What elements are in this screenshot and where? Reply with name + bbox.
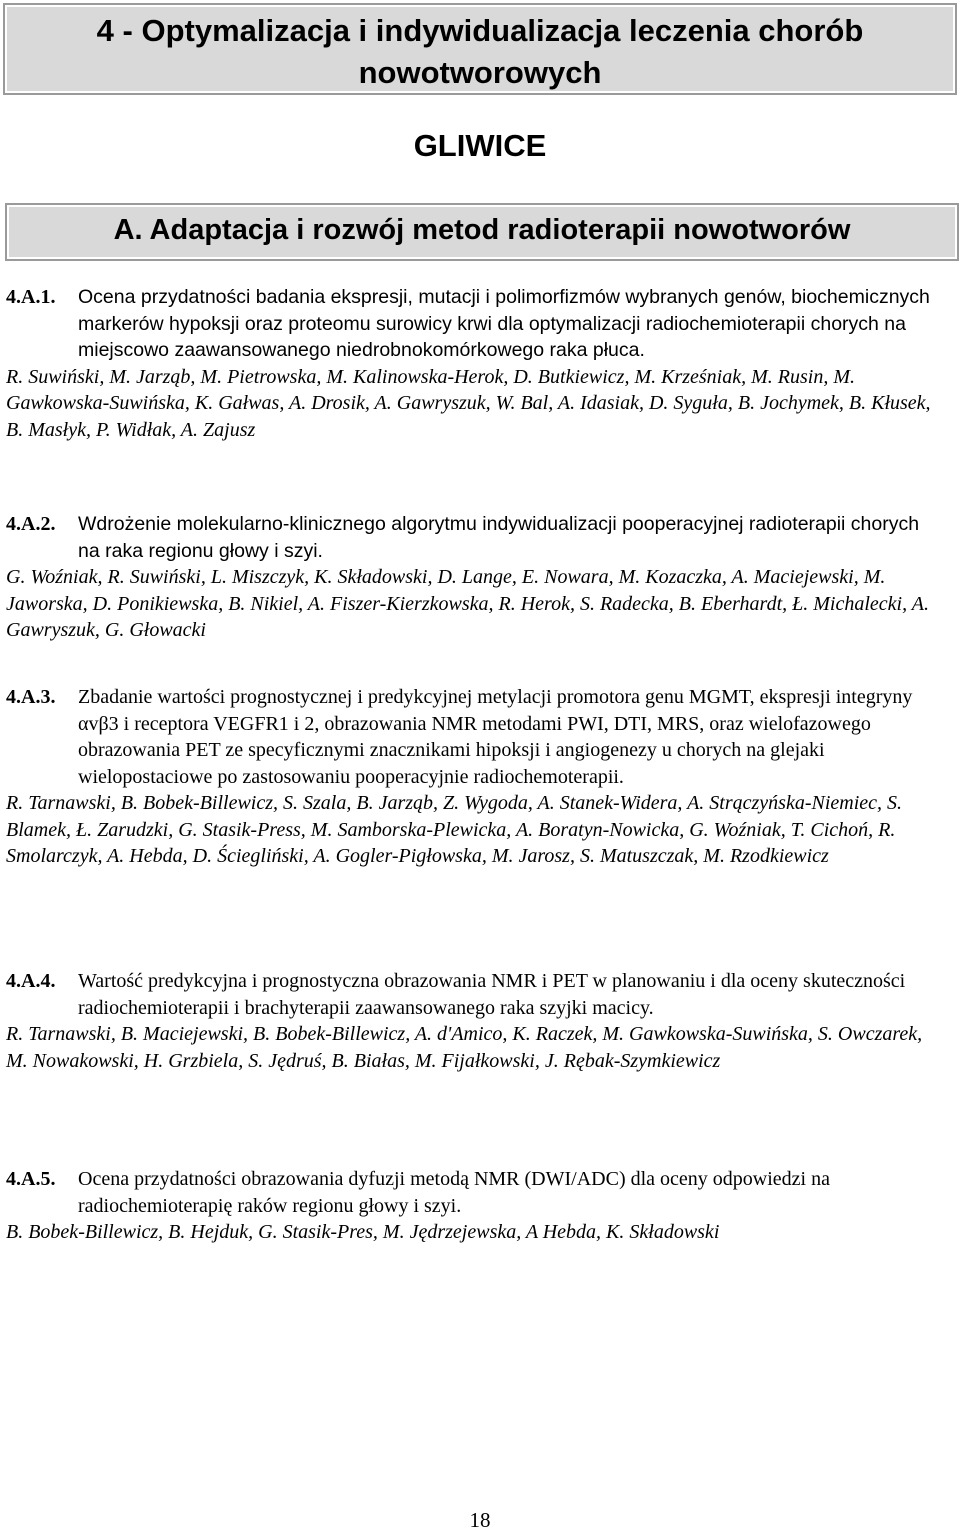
- project-number: 4.A.4.: [6, 970, 56, 992]
- project-title: Ocena przydatności badania ekspresji, mutacji i polimorfizmów wybranych genów, biochemicznych markerów hypoksji oraz proteomu surowicy krwi dla optymalizacji radiochemioterapii chorych na miejscowo zaawansowanego niedrobnokomórkowego raka płuca.: [78, 286, 930, 361]
- project-title: Ocena przydatności obrazowania dyfuzji metodą NMR (DWI/ADC) dla oceny odpowiedzi na radiochemioterapię raków regionu głowy i szyi.: [78, 1168, 830, 1217]
- project-number: 4.A.5.: [6, 1168, 56, 1190]
- chapter-title: 4 - Optymalizacja i indywidualizacja leczenia chorób nowotworowych: [96, 13, 864, 90]
- project-entry-4a5: [6, 1166, 940, 1246]
- project-title-block: [6, 968, 940, 1021]
- project-entry-4a1: [6, 284, 940, 443]
- project-title-block: [6, 684, 940, 790]
- section-title-banner: [5, 203, 959, 261]
- project-entry-4a3: [6, 684, 940, 870]
- project-title-block: [6, 1166, 940, 1219]
- section-title: A. Adaptacja i rozwój metod radioterapii nowotworów: [113, 214, 851, 246]
- project-number: 4.A.2.: [6, 513, 56, 535]
- project-number: 4.A.3.: [6, 686, 56, 708]
- project-entry-4a4: [6, 968, 940, 1074]
- project-entry-4a2: [6, 511, 940, 644]
- project-title: Wdrożenie molekularno-klinicznego algorytmu indywidualizacji pooperacyjnej radioterapii chorych na raka regionu głowy i szyi.: [78, 513, 920, 562]
- project-title-block: [6, 511, 940, 564]
- project-authors: B. Bobek-Billewicz, B. Hejduk, G. Stasik-Pres, M. Jędrzejewska, A Hebda, K. Składowski: [6, 1221, 720, 1243]
- chapter-title-banner: [3, 3, 957, 95]
- project-title: Wartość predykcyjna i prognostyczna obrazowania NMR i PET w planowaniu i dla oceny skuteczności radiochemioterapii i brachyterapii zaawansowanego raka szyjki macicy.: [78, 970, 906, 1019]
- city-heading: GLIWICE: [413, 128, 547, 163]
- project-authors: R. Suwiński, M. Jarząb, M. Pietrowska, M. Kalinowska-Herok, D. Butkiewicz, M. Krześniak, M. Rusin, M. Gawkowska-Suwińska, K. Gałwas, A. Drosik, A. Gawryszuk, W. Bal, A. Idasiak, D. Syguła, B. Jochymek, B. Kłusek, B. Masłyk, P. Widłak, A. Zajusz: [6, 365, 931, 441]
- page-number: 18: [469, 1508, 491, 1532]
- project-authors: R. Tarnawski, B. Maciejewski, B. Bobek-Billewicz, A. d'Amico, K. Raczek, M. Gawkowska-Suwińska, S. Owczarek, M. Nowakowski, H. Grzbiela, S. Jędruś, B. Białas, M. Fijałkowski, J. Rębak-Szymkiewicz: [6, 1023, 923, 1072]
- project-authors: G. Woźniak, R. Suwiński, L. Miszczyk, K. Składowski, D. Lange, E. Nowara, M. Kozaczka, A. Maciejewski, M. Jaworska, D. Ponikiewska, B. Nikiel, A. Fiszer-Kierzkowska, R. Herok, S. Radecka, B. Eberhardt, Ł. Michalecki, A. Gawryszuk, G. Głowacki: [6, 566, 929, 641]
- project-title-block: [6, 284, 940, 364]
- project-number: 4.A.1.: [6, 286, 56, 308]
- project-authors: R. Tarnawski, B. Bobek-Billewicz, S. Szala, B. Jarząb, Z. Wygoda, A. Stanek-Widera, A. Strączyńska-Niemiec, S. Blamek, Ł. Zarudzki, G. Stasik-Press, M. Samborska-Plewicka, A. Boratyn-Nowicka, G. Woźniak, T. Cichoń, R. Smolarczyk, A. Hebda, D. Ściegliński, A. Gogler-Pigłowska, M. Jarosz, S. Matuszczak, M. Rzodkiewicz: [6, 792, 903, 867]
- project-title: Zbadanie wartości prognostycznej i predykcyjnej metylacji promotora genu MGMT, ekspresji integryny αvβ3 i receptora VEGFR1 i 2, obrazowania NMR metodami PWI, DTI, MRS, oraz wielofazowego obrazowania PET ze specyficznymi znacznikami hipoksji i angiogenezy u chorych na glejaki wielopostaciowe po zastosowaniu pooperacyjnie radiochemoterapii.: [78, 686, 913, 788]
